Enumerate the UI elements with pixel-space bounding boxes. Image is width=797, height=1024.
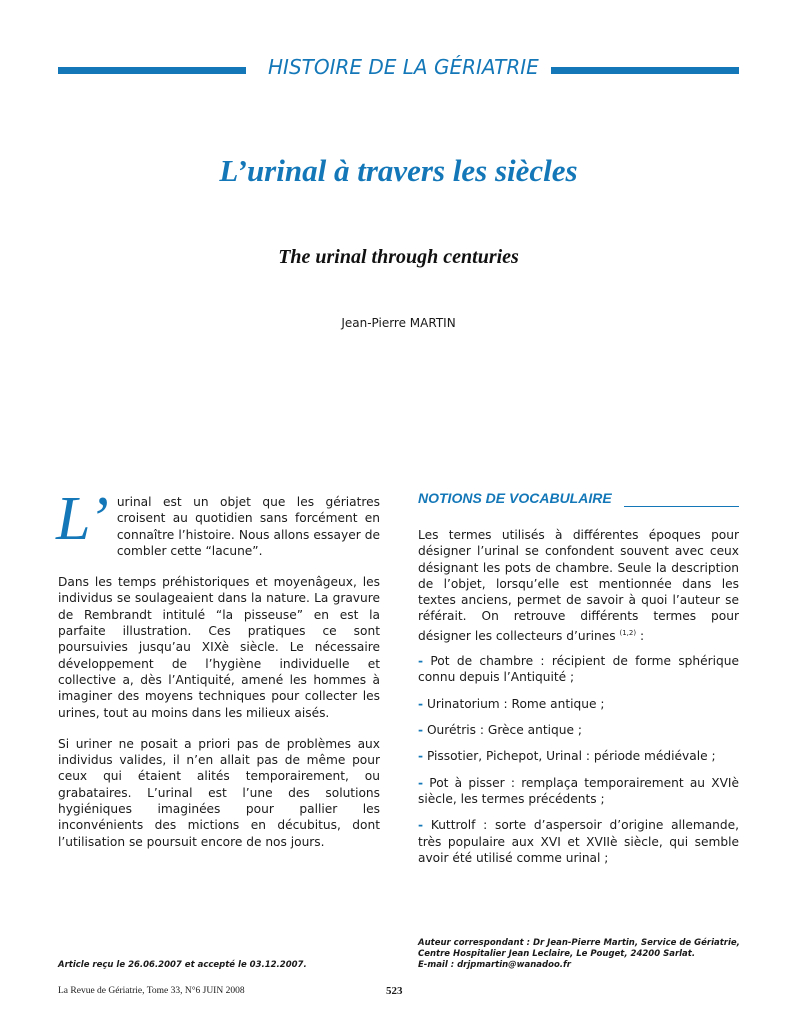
vocabulary-heading: NOTIONS DE VOCABULAIRE: [418, 490, 612, 506]
list-item: - Kuttrolf : sorte d’aspersoir d’origine allemande, très populaire aux XVI et XVIIè siècle, qui semble avoir été utilisé comme urinal ;: [418, 818, 739, 865]
dash-bullet: -: [418, 696, 424, 711]
article-subtitle: The urinal through centuries: [278, 246, 519, 268]
article-title: L’urinal à travers les siècles: [219, 153, 578, 188]
dash-bullet: -: [418, 654, 424, 669]
right-column: [418, 527, 739, 876]
author-name: Jean-Pierre MARTIN: [341, 316, 456, 330]
header-rule-left: [58, 67, 246, 74]
heading-underline: [624, 506, 739, 507]
page-number: 523: [386, 985, 403, 997]
intro-paragraph: [56, 485, 380, 559]
list-item: - Pot de chambre : récipient de forme sphérique connu depuis l’Antiquité ;: [418, 654, 739, 685]
body-paragraph: Dans les temps préhistoriques et moyenâgeux, les individus se soulageaient dans la nature. La gravure de Rembrandt intitulé “la pisseuse” en est la parfaite illustration. Ces pratiques ce sont poursuivies jusqu’au XIXè siècle. Le nécessaire développement de l’hygiène individuelle et collective a, dès l’Antiquité, amené les hommes à imaginer des moyens techniques pour collecter les urines, tout au moins dans les milieux aisés.: [58, 575, 380, 720]
header-rule-right: [551, 67, 739, 74]
received-date-note: Article reçu le 26.06.2007 et accepté le 03.12.2007.: [58, 960, 307, 970]
list-item: - Pissotier, Pichepot, Urinal : période médiévale ;: [418, 749, 716, 764]
drop-cap: L’: [56, 485, 109, 553]
list-item: - Urinatorium : Rome antique ;: [418, 696, 605, 711]
left-column: [56, 485, 380, 865]
vocabulary-intro: Les termes utilisés à différentes époques pour désigner l’urinal se confondent souvent avec ceux désignant les pots de chambre. Seule la description de l’objet, lorsqu’elle est mentionnée dans les textes anciens, permet de savoir à quoi l’auteur se référait. On retrouve différents termes pour désigner les collecteurs d’urines $^{(1,2)}$ :: [418, 528, 739, 643]
corresponding-author-note: Auteur correspondant : Dr Jean-Pierre Martin, Service de Gériatrie, Centre Hospitalier Jean Leclaire, Le Pouget, 24200 Sarlat. E-mail : drjpmartin@wanadoo.fr: [418, 938, 748, 971]
section-title: HISTOIRE DE LA GÉRIATRIE: [268, 55, 539, 79]
reference-marker: (1,2): [619, 628, 637, 637]
list-item: - Pot à pisser : remplaça temporairement au XVIè siècle, les termes précédents ;: [418, 775, 739, 806]
email-line: E-mail : drjpmartin@wanadoo.fr: [418, 960, 571, 970]
dash-bullet: -: [418, 775, 424, 790]
dash-bullet: -: [418, 723, 424, 738]
journal-citation: La Revue de Gériatrie, Tome 33, N°6 JUIN 2008: [58, 986, 245, 996]
list-item: - Ourétris : Grèce antique ;: [418, 723, 582, 738]
body-paragraph: Si uriner ne posait a priori pas de problèmes aux individus valides, il n’en allait pas de même pour ceux qui étaient alités temporairement, ou grabataires. L’urinal est l’une des solutions hygiéniques imaginées pour pallier les inconvénients des mictions en décubitus, dont l’utilisation se poursuit encore de nos jours.: [58, 736, 380, 849]
intro-text: urinal est un objet que les gériatres croisent au quotidien sans forcément en connaître l’histoire. Nous allons essayer de combler cette “lacune”.: [116, 495, 380, 558]
dash-bullet: -: [418, 749, 424, 764]
dash-bullet: -: [418, 818, 424, 833]
